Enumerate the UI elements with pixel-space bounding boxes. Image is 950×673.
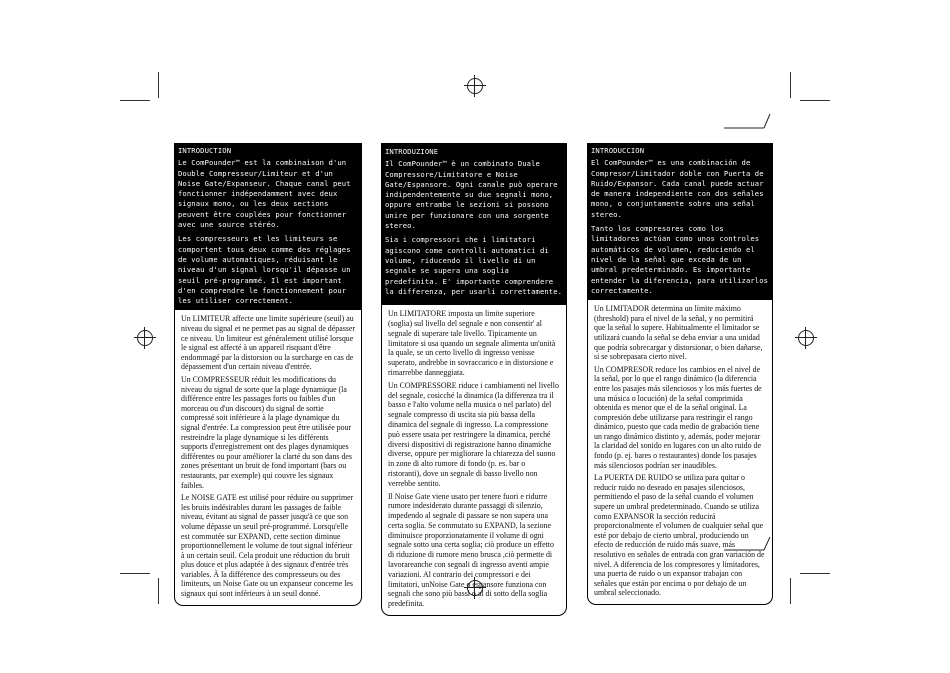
- column-french: [174, 143, 362, 606]
- crop-mark: [800, 100, 830, 101]
- body-paragraph: Un COMPRESOR reduce los cambios en el nivel de la señal, por lo que el rango dinámico (la diferencia entre los pasajes más silenciosos y los más fuertes de una música o locución) de la señal comprimida obtenida es menor que el de la señal original. La compresión debe utilizarse para restringir el rango dinámico, puesto que cada medio de grabación tiene un rango dinámico distinto y, además, poder mejorar la claridad del sonido en lugares con un alto ruido de fondo (p. ej. bares o restaurantes) donde los pasajes más silenciosos podrían ser inaudibles.: [594, 364, 762, 470]
- intro-heading-box: [381, 143, 567, 305]
- intro-paragraph: Tanto los compresores como los limitadores actúan como unos controles automáticos de volumen, reduciendo el nivel de la señal que exceda de un umbral predeterminado. Es importante entender la diferencia, para utilizarlos correctamente.: [591, 224, 769, 295]
- crop-mark: [120, 573, 150, 574]
- section-title: INTRODUCCION: [591, 146, 645, 155]
- body-paragraph: Un LIMITEUR affecte une limite supérieure (seuil) au niveau du signal et ne permet pas au signal de dépasser ce niveau. Un limiteur est généralement utilisé lorsque le signal est affecté à un appareil risquant d'être endommagé par la distorsion ou la surcharge en cas de dépassement d'un certain niveau d'entrée.: [181, 314, 355, 372]
- crop-mark: [158, 578, 159, 604]
- body-text-box: [381, 305, 567, 616]
- column-spanish: [587, 143, 773, 605]
- body-paragraph: Il Noise Gate viene usato per tenere fuori e ridurre rumore indesiderato durante passaggi di silenzio, impedendo al segnale di passare se non supera una certa soglia. Se commutato su EXPAND, la sezione diminuisce proporzionatamente il volume di ogni segnale sotto una certa soglia; ciò produce un effetto di riduzione di rumore meno brusca ,ciò permette di lavorareanche con segnali di ingresso aventi ampie variazioni. Al contrario dei compressori e dei limitatori, unNoise Gate o espansore funziona con segnali che sono più bassi o al di sotto della soglia predefinita.: [388, 491, 554, 609]
- page-corner-mark: [722, 110, 772, 132]
- crop-mark: [158, 72, 159, 98]
- intro-paragraph: El ComPounder™ es una combinación de Compresor/Limitador doble con Puerta de Ruido/Expansor. Cada canal puede actuar de manera independiente con dos señales mono, o conjuntamente sobre una señal stereo.: [591, 158, 764, 219]
- body-paragraph: Un COMPRESSEUR réduit les modifications du niveau du signal de sorte que la plage dynamique (la différence entre les passages forts ou faibles d'un morceau ou d'un discours) du signal de sortie compressé soit inférieure à la plage dynamique du signal d'entrée. La compression peut être utilisée pour restreindre la plage dynamique si les différents supports d'enregistrement ont des plages dynamiques différentes ou pour améliorer la clarté du son dans des zones présentant un bruit de fond important (bars ou restaurants, par exemple) qui couvre les signaux faibles.: [181, 375, 352, 490]
- column-italian: [381, 143, 567, 616]
- intro-heading-box: [174, 143, 362, 310]
- body-paragraph: Un COMPRESSORE riduce i cambiamenti nel livello del segnale, cosicché la dinamica (la differenza tra il basso e l'alto volume nella musica o nel parlato) del segnale compresso di uscita sia più bassa della dinamica del segnale di ingresso. La compressione può essere usata per restringere la dinamica, perché diversi dispositivi di registrazione hanno dinamiche diverse, oppure per migliorare la chiarezza del suono in zone di alto rumore di fondo (p. es. bar o ristoranti), dove un segnale di basso livello non verrebbe sentito.: [388, 380, 559, 488]
- crop-mark: [800, 573, 830, 574]
- intro-paragraph: Les compresseurs et les limiteurs se comportent tous deux comme des réglages de volume automatiques, réduisant le niveau d'un signal lorsqu'il dépasse un seuil pré-programmé. Il est important d'en comprendre le fonctionnement pour les utiliser correctement.: [178, 234, 351, 306]
- body-text-box: [174, 310, 362, 605]
- crop-mark: [790, 72, 791, 98]
- intro-paragraph: Le ComPounder™ est la combinaison d'un Double Compresseur/Limiteur et d'un Noise Gate/Expanseur. Chaque canal peut fonctionner indépendamment avec deux signaux mono, ou les deux sections peuvent être couplées pour fonctionner avec une source stéréo.: [178, 158, 351, 230]
- body-paragraph: La PUERTA DE RUIDO se utiliza para quitar o reducir ruido no deseado en pasajes silenciosos, permitiendo el paso de la señal cuando el volumen supere un umbral predeterminado. Cuando se utiliza como EXPANSOR la sección reducirá proporcionalmente el volumen de cualquier señal que esté por debajo de cierto umbral, produciendo un efecto de reducción de ruido más suave, más resolutivo en señales de entrada con gran variación de nivel. A diferencia de los compresores y limitadores, una puerta de ruido o un expansor trabajan con señales que están por encima o por debajo de un umbral seleccionado.: [594, 473, 765, 598]
- body-paragraph: Le NOISE GATE est utilisé pour réduire ou supprimer les bruits indésirables durant les passages de faible niveau, évitant au signal de passer jusqu'à ce que son volume dépasse un seuil pré-programmé. Lorsqu'elle est commutée sur EXPAND, cette section diminue proportionnellement le volume de tout signal inférieur à un certain seuil. Cela produit une réduction du bruit plus douce et plus adaptée à des signaux d'entrée très variables. À la différence des compresseurs ou des limiteurs, un Noise Gate ou un expanseur concerne les signaux qui sont inférieurs à un seuil donné.: [181, 493, 354, 599]
- intro-heading-box: [587, 143, 773, 300]
- body-text-box: [587, 300, 773, 605]
- intro-paragraph: Sia i compressori che i limitatori agiscono come controlli automatici di volume, riducendo il livello di un segnale se supera una soglia predefinita. E' importante comprendere la differenza, per usarli correttamente.: [385, 235, 563, 296]
- crop-mark: [120, 100, 150, 101]
- body-paragraph: Un LIMITATORE imposta un limite superiore (soglia) sul livello del segnale e non consentir' al segnale di superare tale livello. Tipicamente un limitatore si usa quando un segnale alimenta un'unità la quale, se un certo livello di ingresso venisse superato, andrebbe in sovraccarico e in distorsione e rimarrebbe danneggiata.: [388, 309, 556, 377]
- intro-paragraph: Il ComPounder™ è un combinato Duale Compressore/Limitatore e Noise Gate/Espansore. Ogni canale può operare indipendentemente su due segnali mono, oppure entrambe le sezioni si possono unire per funzionare con una sorgente stereo.: [385, 159, 558, 231]
- crop-mark: [790, 578, 791, 604]
- section-title: INTRODUCTION: [178, 146, 232, 155]
- section-title: INTRODUZIONE: [385, 147, 439, 156]
- body-paragraph: Un LIMITADOR determina un límite máximo (threshold) para el nivel de la señal, y no permitirá que la señal lo supere. Habitualmente el limitador se utilizará cuando la señal se deba enviar a una unidad que podría sobrecargar y distorsionar, o bien dañarse, si se sobrepasara cierto nivel.: [594, 304, 763, 362]
